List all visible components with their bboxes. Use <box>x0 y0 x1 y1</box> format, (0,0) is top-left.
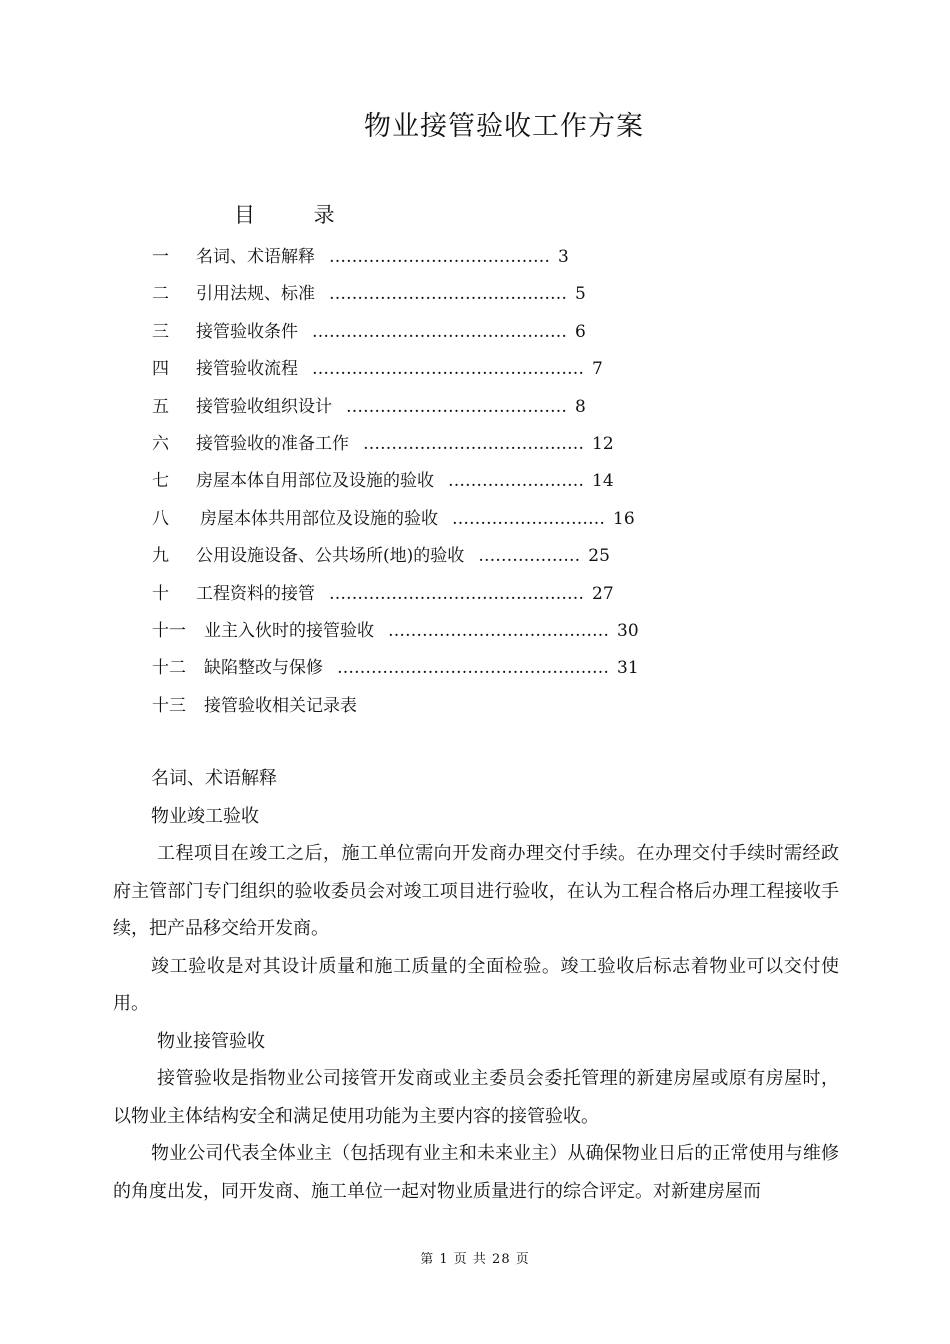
subheading-takeover-acceptance: 物业接管验收 <box>157 1030 265 1052</box>
toc-item-leader: …………………… <box>448 471 584 492</box>
toc-item-number: 五 <box>152 396 169 417</box>
section-heading-terms: 名词、术语解释 <box>151 768 277 789</box>
toc-item-leader: ……………………………………… <box>312 321 567 342</box>
toc-item-page: 3 <box>558 247 569 267</box>
toc-item-label: 业主入伙时的接管验收 <box>204 621 374 641</box>
toc-item-number: 十 <box>152 583 169 604</box>
toc-item-number: 十二 <box>152 658 186 679</box>
toc-item-number: 十三 <box>152 695 186 716</box>
paragraph: 竣工验收是对其设计质量和施工质量的全面检验。竣工验收后标志着物业可以交付使用。 <box>113 955 839 1014</box>
toc-item-number: 七 <box>152 471 169 492</box>
toc-item-label: 引用法规、标准 <box>196 284 315 305</box>
toc-item-label: 接管验收相关记录表 <box>204 695 357 716</box>
toc-item-label: 房屋本体共用部位及设施的验收 <box>200 508 438 529</box>
toc-item-page: 8 <box>575 396 586 417</box>
toc-item-page: 5 <box>575 284 586 305</box>
toc-item[interactable] <box>152 394 586 420</box>
toc-item-leader: ………………………………… <box>329 247 550 267</box>
toc-item-label: 名词、术语解释 <box>196 247 315 267</box>
toc-heading: 目 录 <box>234 203 361 227</box>
toc-item-number: 八 <box>152 508 169 529</box>
toc-item-leader: ………………………………… <box>346 396 567 417</box>
toc-item-label: 房屋本体自用部位及设施的验收 <box>196 471 434 492</box>
toc-item-leader: …………………………………… <box>329 284 567 305</box>
toc-item-label: 接管验收流程 <box>196 359 298 380</box>
toc-item-label: 接管验收的准备工作 <box>196 434 349 454</box>
paragraph: 工程项目在竣工之后，施工单位需向开发商办理交付手续。在办理交付手续时需经政府主管部门专门组织的验收委员会对竣工项目进行验收，在认为工程合格后办理工程接收手续，把产品移交给开发商。 <box>113 843 839 939</box>
document-body <box>113 760 839 1210</box>
document-title: 物业接管验收工作方案 <box>364 111 644 142</box>
toc-item[interactable] <box>152 543 610 569</box>
toc-item-label: 缺陷整改与保修 <box>204 658 323 679</box>
paragraph: 接管验收是指物业公司接管开发商或业主委员会委托管理的新建房屋或原有房屋时，以物业主体结构安全和满足使用功能为主要内容的接管验收。 <box>113 1068 839 1127</box>
toc-item-page: 27 <box>592 583 614 604</box>
toc-item-leader: ………………………………………… <box>337 658 609 679</box>
paragraph: 物业公司代表全体业主（包括现有业主和未来业主）从确保物业日后的正常使用与维修的角度出发，同开发商、施工单位一起对物业质量进行的综合评定。对新建房屋而 <box>113 1143 839 1202</box>
toc-item-page: 14 <box>592 471 614 492</box>
toc-item-label: 接管验收条件 <box>196 321 298 342</box>
toc-item-page: 31 <box>617 658 639 679</box>
toc-item-leader: ……………………… <box>452 508 605 529</box>
toc-item[interactable] <box>152 244 569 270</box>
toc-item[interactable] <box>152 581 614 607</box>
toc-item-page: 25 <box>588 546 610 567</box>
toc-item-leader: ………………………………………… <box>312 359 584 380</box>
toc-item-leader: ………………………………… <box>363 434 584 454</box>
toc-item[interactable] <box>152 618 639 644</box>
toc-item[interactable] <box>152 356 603 382</box>
toc-item-number: 一 <box>152 247 169 267</box>
page-footer: 第 1 页 共 28 页 <box>420 1252 530 1267</box>
toc-item-page: 12 <box>592 434 614 454</box>
toc-item[interactable] <box>152 281 586 307</box>
toc-item-number: 二 <box>152 284 169 305</box>
subheading-completion-acceptance: 物业竣工验收 <box>151 805 259 827</box>
toc-item[interactable] <box>152 431 614 457</box>
toc-item-leader: ………………………………… <box>388 621 609 641</box>
toc-item-leader: ……………………………………… <box>329 583 584 604</box>
toc-item-label: 公用设施设备、公共场所(地)的验收 <box>196 546 465 567</box>
toc-item-page: 7 <box>592 359 603 380</box>
toc-item-leader: ……………… <box>478 546 581 567</box>
toc-item[interactable] <box>152 319 586 345</box>
toc-item[interactable] <box>152 693 379 719</box>
toc-item-page: 30 <box>617 621 639 641</box>
toc-item-number: 六 <box>152 434 169 454</box>
toc-item-number: 四 <box>152 359 169 380</box>
toc-item-page: 16 <box>613 508 635 529</box>
toc-item[interactable] <box>152 506 635 532</box>
toc-item-number: 九 <box>152 546 169 567</box>
toc-item[interactable] <box>152 468 614 494</box>
toc-item-label: 工程资料的接管 <box>196 583 315 604</box>
toc-item-page: 6 <box>575 321 586 342</box>
toc-item[interactable] <box>152 655 639 681</box>
toc-item-number: 十一 <box>152 621 186 641</box>
toc-item-number: 三 <box>152 321 169 342</box>
toc-item-label: 接管验收组织设计 <box>196 396 332 417</box>
